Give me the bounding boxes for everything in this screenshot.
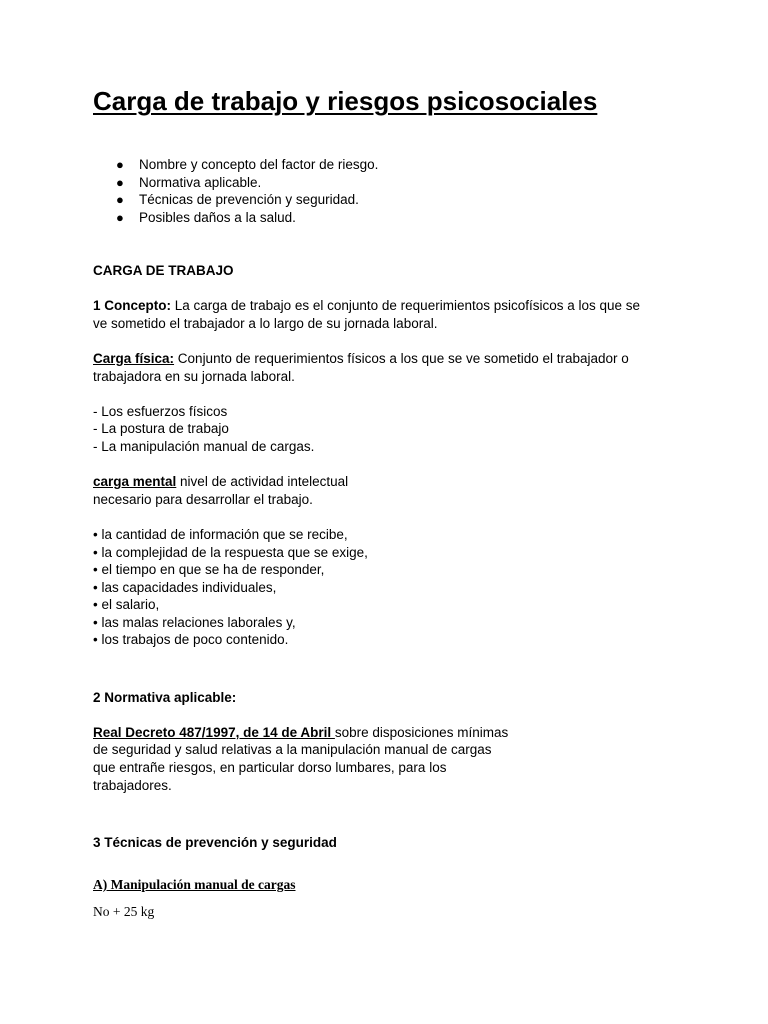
document-title: Carga de trabajo y riesgos psicosociales [93,86,598,116]
carga-mental-label: carga mental [93,474,177,490]
mental-item: • los trabajos de poco contenido. [93,632,289,648]
subsection-heading: A) Manipulación manual de cargas [93,877,296,892]
mental-item: • el salario, [93,597,160,613]
mental-item: • las malas relaciones laborales y, [93,614,296,630]
decreto-text-line1: sobre disposiciones mínimas [334,724,509,740]
list-item [93,156,378,174]
fisica-item: - La postura de trabajo [93,421,229,437]
bullet-icon: ● [116,209,124,225]
list-item-text: Normativa aplicable. [139,174,262,190]
decreto-text-line3: que entrañe riesgos, en particular dorso lumbares, para los [93,760,447,776]
fisica-item: - La manipulación manual de cargas. [93,438,315,454]
mental-item: • el tiempo en que se ha de responder, [93,562,325,578]
concepto-label: 1 Concepto: [93,298,172,314]
section-heading-normativa: 2 Normativa aplicable: [93,689,237,705]
document-body [93,262,693,851]
list-item-text: Nombre y concepto del factor de riesgo. [139,157,379,172]
concepto-text-line1: La carga de trabajo es el conjunto de requerimientos psicofísicos a los que se [171,298,641,314]
concepto-text-line2: ve sometido el trabajador a lo largo de su jornada laboral. [93,315,438,331]
bullet-icon: ● [116,157,124,172]
mental-item: • las capacidades individuales, [93,579,277,595]
carga-fisica-paragraph [93,350,693,368]
list-item-text: Posibles daños a la salud. [139,209,296,225]
decreto-text-line2: de seguridad y salud relativas a la manipulación manual de cargas [93,742,492,758]
fisica-item: - Los esfuerzos físicos [93,403,228,419]
carga-fisica-text-line1: Conjunto de requerimientos físicos a los que se ve sometido el trabajador o [174,350,629,366]
bullet-icon: ● [116,174,124,190]
carga-fisica-text-line2: trabajadora en su jornada laboral. [93,368,295,384]
list-item [93,174,378,192]
bullet-icon: ● [116,192,124,208]
decreto-label: Real Decreto 487/1997, de 14 de Abril [93,724,335,740]
decreto-paragraph [93,724,693,742]
list-item [93,191,378,209]
serif-section [93,876,296,921]
section-heading-tecnicas: 3 Técnicas de prevención y seguridad [93,834,337,850]
carga-fisica-label: Carga física: [93,350,175,366]
section-heading-carga: CARGA DE TRABAJO [93,263,234,278]
list-item-text: Técnicas de prevención y seguridad. [139,192,359,208]
carga-mental-paragraph [93,473,693,491]
concepto-paragraph [93,297,693,315]
weight-note: No + 25 kg [93,904,155,919]
topics-list [93,156,378,226]
mental-item: • la cantidad de información que se recibe, [93,526,348,542]
decreto-text-line4: trabajadores. [93,777,172,793]
carga-mental-text-line2: necesario para desarrollar el trabajo. [93,491,313,507]
list-item [93,209,378,227]
mental-item: • la complejidad de la respuesta que se exige, [93,544,368,560]
carga-mental-text-line1: nivel de actividad intelectual [176,474,349,490]
